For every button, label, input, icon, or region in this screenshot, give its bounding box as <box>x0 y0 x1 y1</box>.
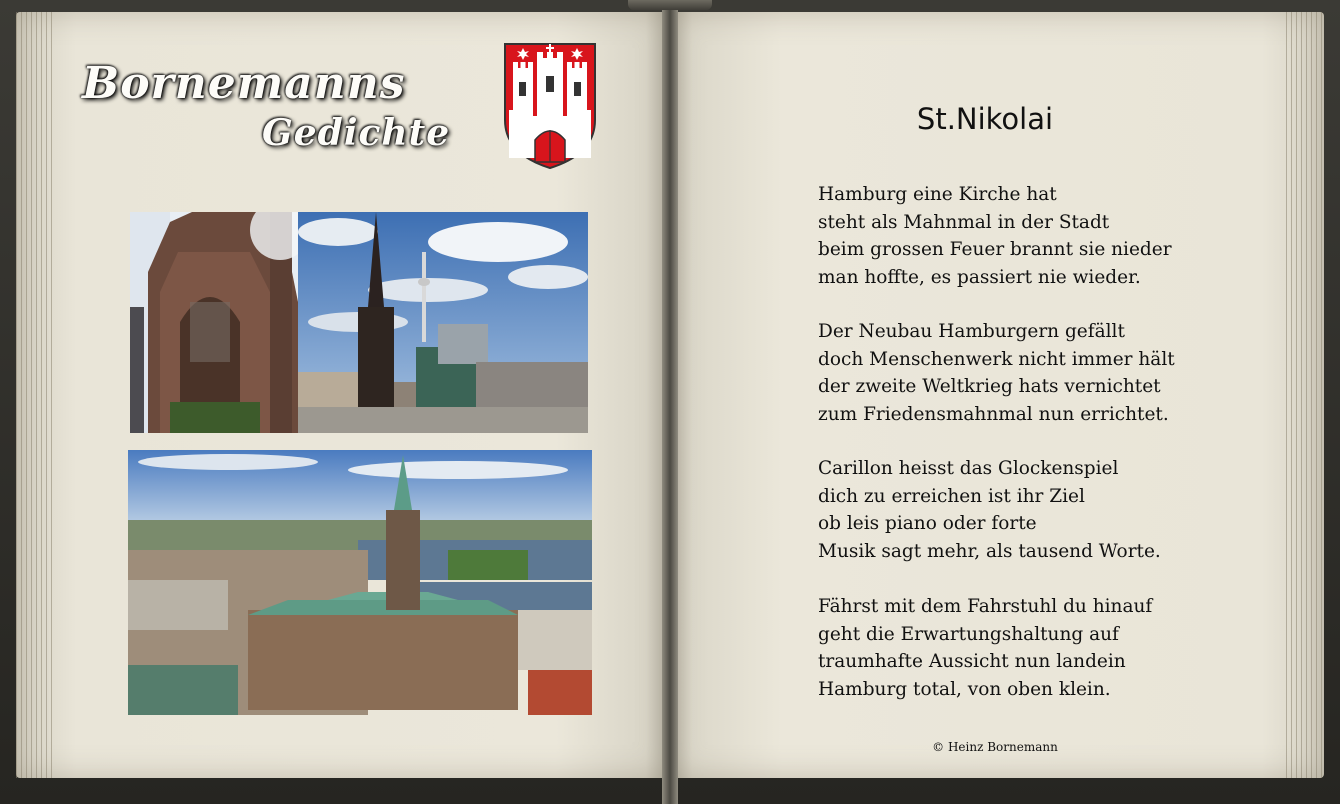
church-tower-ruin-image <box>130 212 298 433</box>
poem-title: St.Nikolai <box>916 102 1054 136</box>
poem-line: Hamburg total, von oben klein. <box>818 678 1111 700</box>
book-spine-tab <box>628 0 712 10</box>
poem-line: Musik sagt mehr, als tausend Worte. <box>818 540 1161 562</box>
poem-line: doch Menschenwerk nicht immer hält <box>818 348 1175 370</box>
copyright-notice: © Heinz Bornemann <box>932 740 1058 754</box>
poem-line: steht als Mahnmal in der Stadt <box>818 211 1110 233</box>
poem-line: der zweite Weltkrieg hats vernichtet <box>818 376 1161 397</box>
site-title-line1: Bornemanns <box>82 58 406 109</box>
skyline-with-spire-image <box>298 212 588 433</box>
poem-line: geht die Erwartungshaltung auf <box>818 623 1119 645</box>
poem-line: traumhafte Aussicht nun landein <box>818 651 1126 672</box>
poem-line: Fährst mit dem Fahrstuhl du hinauf <box>818 596 1153 617</box>
poem-stanza <box>818 593 1238 703</box>
site-title-line2: Gedichte <box>262 112 451 154</box>
poem-line: Carillon heisst das Glockenspiel <box>818 458 1119 479</box>
poem-line: dich zu erreichen ist ihr Ziel <box>818 485 1085 507</box>
poem-line: Der Neubau Hamburgern gefällt <box>818 321 1125 342</box>
city-hall-aerial-image <box>128 450 592 715</box>
poem-line: man hoffte, es passiert nie wieder. <box>818 266 1141 288</box>
poem-stanza <box>818 318 1238 428</box>
poem-line: ob leis piano oder forte <box>818 513 1037 534</box>
left-page-edges <box>16 12 54 778</box>
poem-line: Hamburg eine Kirche hat <box>818 184 1057 205</box>
book-spine <box>662 0 678 804</box>
poem-line: beim grossen Feuer brannt sie nieder <box>818 239 1172 260</box>
poem-line: zum Friedensmahnmal nun errichtet. <box>818 403 1169 425</box>
poem-stanza <box>818 181 1238 291</box>
right-page-edges <box>1286 12 1324 778</box>
hamburg-coat-of-arms-icon <box>503 42 597 170</box>
poem-stanza <box>818 455 1238 565</box>
